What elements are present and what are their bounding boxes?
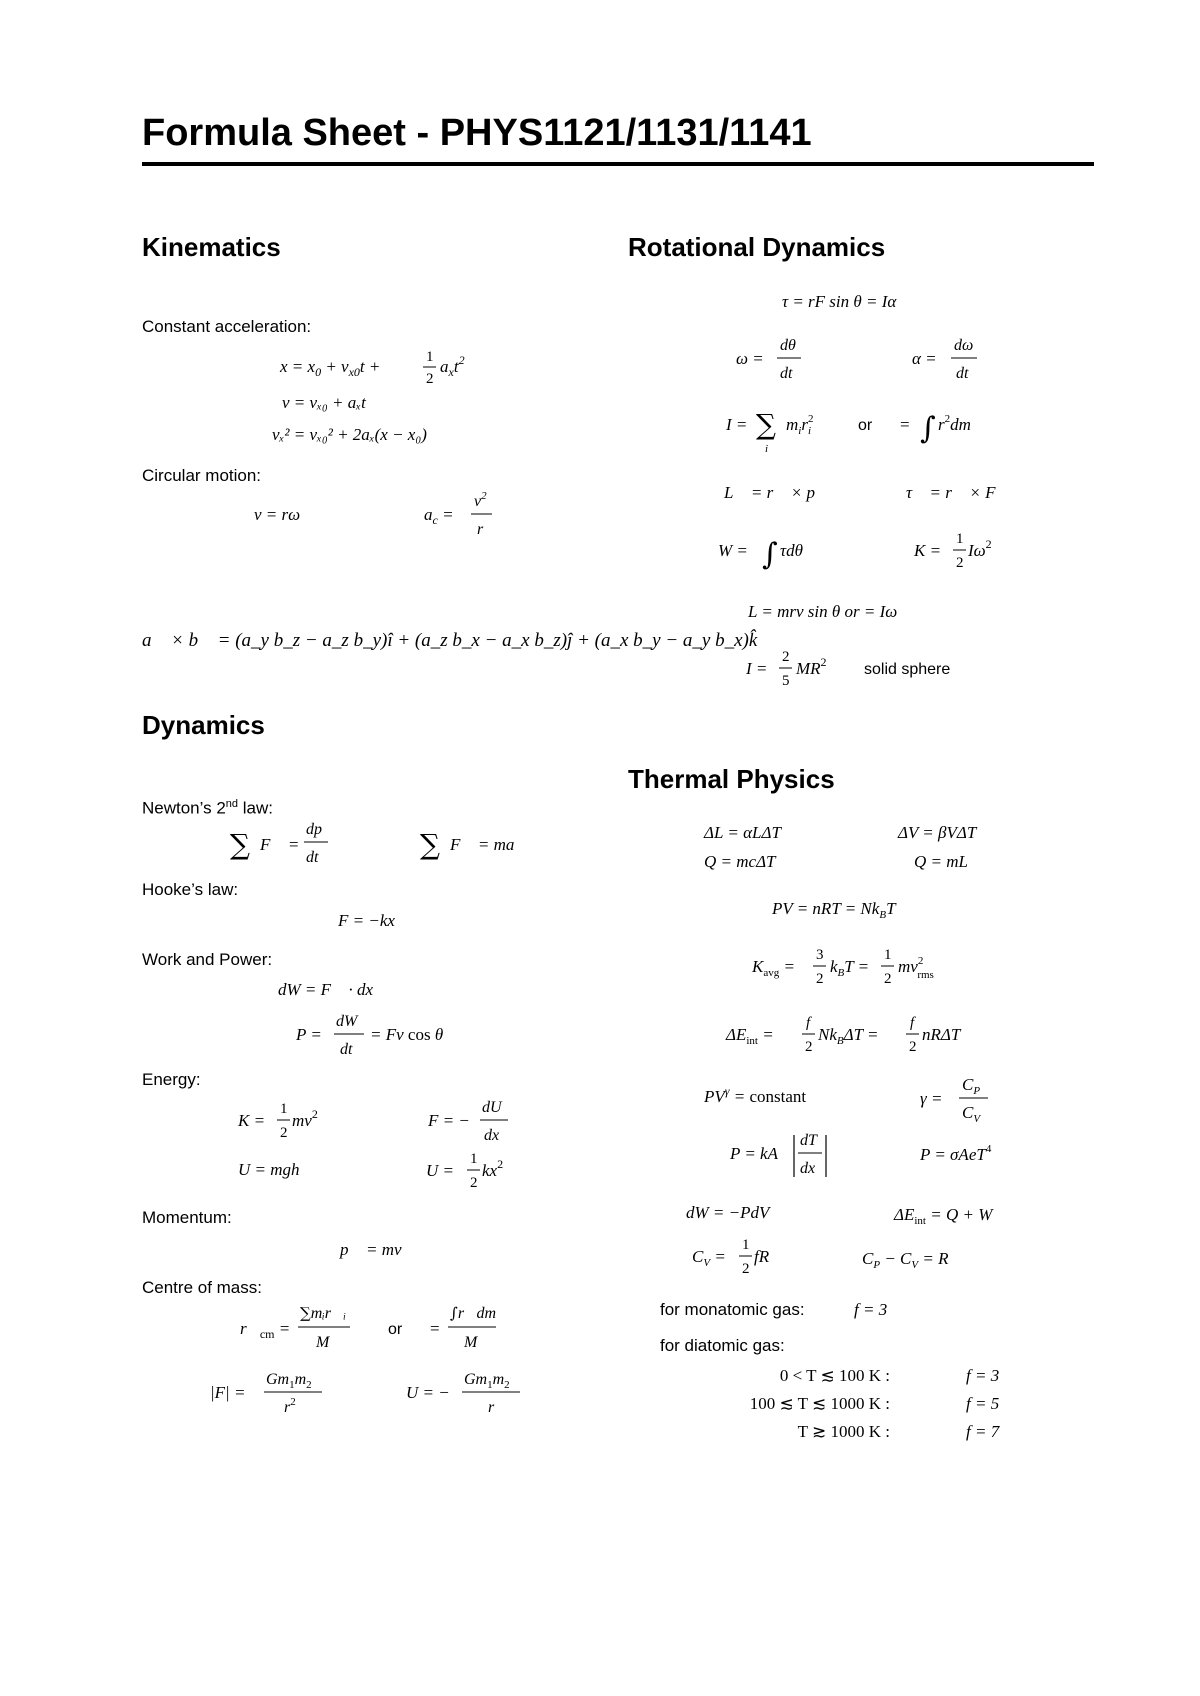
- thermal-eq-radiation: [918, 1140, 1038, 1177]
- svg-text:∫: ∫: [762, 537, 778, 572]
- thermal-eq-heat-capacity: Q = mcΔT: [704, 852, 776, 871]
- page-title: Formula Sheet - PHYS1121/1131/1141: [142, 112, 812, 154]
- svg-text:NkBΔT =: $Nk_B\Delta T$ =: [818, 1025, 879, 1047]
- thermal-eq-gamma: [918, 1070, 1018, 1131]
- label-constant-acceleration: Constant acceleration:: [142, 317, 312, 336]
- svg-text:ω =: ω =: [736, 349, 764, 368]
- dynamics-eq-gravity-potential: [404, 1364, 554, 1425]
- kinematics-eq-centripetal: [422, 486, 512, 545]
- svg-text:axt2: $a_xt^2$: [440, 353, 465, 379]
- svg-text:P = σAeT4: P = σAeT$^4$: [920, 1143, 992, 1164]
- svg-text:CV =: $C_V$ =: [692, 1247, 726, 1269]
- svg-text:dU: dU: [482, 1099, 502, 1116]
- svg-text:fR: fR: [754, 1247, 770, 1266]
- thermal-eq-first-law: [892, 1200, 1052, 1237]
- svg-text:= Fv cos θ: = Fv cos θ: [370, 1025, 444, 1044]
- diatomic-range-high: T ≳ 1000 K :: [797, 1422, 890, 1441]
- cross-product-eq: a⃗ × b⃗ = (a_y b_z − a_z b_y)î + (a_z b_x − a_x b_z)ĵ + (a_x b_y − a_y b_x)k̂: [142, 630, 758, 651]
- svg-text:2: 2: [816, 971, 824, 987]
- dynamics-eq-power: [294, 1006, 474, 1067]
- svg-text:Gm1m2: $Gm_1m_2$: [266, 1371, 312, 1391]
- svg-text:dt: dt: [956, 365, 969, 382]
- kinematics-heading: Kinematics: [142, 232, 281, 262]
- kinematics-eq-velocity: v = vₓ₀ + aₓt: [282, 393, 366, 412]
- svg-text:mv2rms: $mv^2$ rms: [898, 955, 934, 981]
- svg-text:dt: dt: [780, 365, 793, 382]
- svg-text:MR2: $MR^2$: [796, 655, 827, 678]
- svg-text:Iω2: $I\omega^2$: [968, 537, 992, 560]
- dynamics-eq-gravitational-pe: U = mgh: [238, 1160, 300, 1179]
- dynamics-eq-spring-pe: [424, 1142, 534, 1203]
- svg-text:∑: ∑: [756, 408, 776, 441]
- kinematics-eq-circular-v: v = rω: [254, 505, 301, 524]
- thermal-eq-internal-energy: [724, 1006, 1024, 1067]
- svg-text:P = kA: P = kA: [730, 1144, 778, 1163]
- svg-text:i: i: [765, 443, 769, 455]
- dynamics-eq-newton-dp: [230, 816, 350, 877]
- svg-text:|F| =: |F| =: [210, 1383, 246, 1402]
- svg-text:Gm1m2: $Gm_1m_2$: [464, 1371, 510, 1391]
- svg-text:1: 1: [280, 1101, 288, 1117]
- label-energy: Energy:: [142, 1070, 201, 1089]
- rotational-eq-angular-momentum: L = mrv sin θ or = Iω: [748, 602, 898, 621]
- thermal-eq-avg-kinetic: [750, 938, 990, 999]
- diatomic-range-mid: 100 ≲ T ≲ 1000 K :: [749, 1394, 890, 1413]
- rotational-eq-solid-sphere: [744, 640, 1004, 701]
- svg-text:dT: dT: [800, 1132, 817, 1149]
- svg-text:2: 2: [956, 555, 964, 571]
- svg-text:1: 1: [470, 1151, 478, 1167]
- thermal-eq-latent-heat: Q = mL: [914, 852, 968, 871]
- thermal-eq-adiabatic: [702, 1082, 862, 1119]
- dynamics-eq-newton-ma: [420, 816, 540, 877]
- thermal-eq-conduction: [728, 1125, 858, 1190]
- dynamics-eq-momentum: p⃗ = mv⃗: [340, 1240, 415, 1259]
- svg-text:CV: $C_V$: [962, 1103, 981, 1125]
- svg-text:ac =: $a_c$ =: [424, 505, 454, 527]
- svg-text:f: f: [806, 1015, 811, 1031]
- svg-text:x = x0 + vx0t +: $x = x_0 + v_{x0}t$ +: [280, 357, 381, 379]
- rotational-eq-torque-vector: τ⃗ = r⃗ × F⃗: [906, 483, 1009, 502]
- svg-text:dθ: dθ: [780, 337, 796, 354]
- svg-text:τdθ: τdθ: [780, 541, 803, 560]
- svg-text:=: =: [900, 415, 910, 434]
- svg-text:dx: dx: [484, 1127, 500, 1144]
- kinematics-eq-velocity-squared: vₓ² = vₓ₀² + 2aₓ(x − x₀): [272, 425, 427, 444]
- thermal-eq-cv: [690, 1228, 810, 1289]
- svg-text:2: 2: [805, 1039, 813, 1055]
- thermal-heading: Thermal Physics: [628, 764, 835, 794]
- svg-text:K =: K =: [914, 541, 942, 560]
- svg-text:∑mᵢr⃗ᵢ: ∑mᵢr⃗ᵢ: [300, 1304, 347, 1322]
- label-work-power: Work and Power:: [142, 950, 273, 969]
- svg-text:F⃗ = ma⃗: F⃗ = ma⃗: [450, 835, 528, 854]
- rotational-eq-alpha: [910, 330, 1010, 391]
- rotational-eq-work: [716, 524, 836, 585]
- svg-text:U =: U =: [426, 1161, 454, 1180]
- label-monatomic-gas: for monatomic gas:: [660, 1300, 805, 1319]
- svg-text:2: 2: [909, 1039, 917, 1055]
- svg-text:1: 1: [742, 1237, 750, 1253]
- rotational-eq-moment-inertia: [724, 400, 1004, 465]
- svg-text:r⃗cm =: $r⃗_{cm}$ =: [240, 1319, 291, 1341]
- svg-text:ΔEint =: $\Delta E_{int}$ =: [726, 1025, 774, 1047]
- label-momentum: Momentum:: [142, 1208, 232, 1227]
- dynamics-eq-work: dW = F⃗ · dx⃗: [278, 980, 387, 999]
- svg-text:PV = nRT = NkBT: PV = nRT = $Nk_BT$: [772, 899, 896, 921]
- svg-text:CP − CV = R: $C_P - C_V = R$: [862, 1249, 949, 1271]
- svg-text:∑: ∑: [230, 828, 250, 861]
- svg-text:kx2: $kx^2$: [482, 1157, 504, 1180]
- svg-text:CP: $C_P$: [962, 1075, 981, 1097]
- svg-text:r2dm: $r^2dm$: [938, 413, 971, 434]
- svg-text:P =: P =: [296, 1025, 322, 1044]
- rotational-heading: Rotational Dynamics: [628, 232, 886, 262]
- svg-text:γ =: γ =: [920, 1089, 943, 1108]
- svg-text:1: 1: [956, 531, 964, 547]
- svg-text:Kavg =: $K_{avg}$ =: [752, 957, 795, 979]
- svg-text:solid sphere: solid sphere: [864, 661, 951, 678]
- svg-text:or: or: [388, 1321, 403, 1338]
- svg-text:1: 1: [426, 349, 434, 365]
- thermal-eq-volume-expansion: ΔV = βVΔT: [898, 823, 977, 842]
- diatomic-f-high: f = 7: [966, 1422, 1000, 1441]
- svg-text:dt: dt: [340, 1041, 353, 1058]
- thermal-eq-ideal-gas: [770, 890, 980, 931]
- svg-text:2: 2: [280, 1125, 288, 1141]
- svg-text:=: =: [430, 1319, 440, 1338]
- label-circular-motion: Circular motion:: [142, 466, 262, 485]
- dynamics-eq-hooke: F = −kx: [338, 911, 395, 930]
- thermal-monatomic-f: f = 3: [854, 1300, 888, 1319]
- svg-text:F = −: F = −: [428, 1111, 470, 1130]
- svg-text:PVγ = constant: $PV^\gamma$ = constant: [704, 1084, 807, 1106]
- svg-text:mv2: $mv^2$: [292, 1107, 318, 1130]
- thermal-eq-mayer: [860, 1244, 1010, 1281]
- svg-text:3: 3: [816, 947, 824, 963]
- dynamics-heading: Dynamics: [142, 710, 265, 740]
- label-newton-second-law: Newton’s 2nd law:: [142, 798, 274, 818]
- rotational-eq-torque: τ = rF sin θ = Iα: [782, 292, 897, 311]
- svg-text:miri2: $m_ir_i2$: [786, 413, 814, 437]
- svg-text:∫: ∫: [920, 411, 936, 446]
- svg-text:2: 2: [782, 649, 790, 665]
- thermal-eq-work: dW = −PdV: [686, 1203, 770, 1222]
- svg-text:F⃗ =: F⃗ =: [260, 835, 300, 854]
- diatomic-range-low: 0 < T ≲ 100 K :: [779, 1366, 890, 1385]
- svg-text:U = −: U = −: [406, 1383, 450, 1402]
- thermal-eq-linear-expansion: ΔL = αLΔT: [704, 823, 781, 842]
- svg-text:nRΔT: nRΔT: [922, 1025, 961, 1044]
- svg-text:1: 1: [884, 947, 892, 963]
- svg-text:2: 2: [742, 1261, 750, 1277]
- svg-text:r: r: [488, 1399, 495, 1416]
- svg-text:dp⃗: dp⃗: [306, 821, 335, 838]
- svg-text:M: M: [316, 1334, 330, 1351]
- svg-text:∫r⃗dm: ∫r⃗dm: [450, 1304, 497, 1322]
- rotational-eq-omega: [734, 330, 834, 391]
- svg-text:r: r: [477, 521, 484, 538]
- svg-text:M: M: [464, 1334, 478, 1351]
- svg-text:f: f: [910, 1015, 915, 1031]
- dynamics-eq-kinetic: [236, 1092, 346, 1153]
- svg-text:I =: I =: [726, 415, 748, 434]
- svg-text:2: 2: [470, 1175, 478, 1191]
- svg-text:α =: α =: [912, 349, 937, 368]
- svg-text:r2: $r^2$: [284, 1396, 296, 1416]
- svg-text:dt: dt: [306, 849, 319, 866]
- kinematics-eq-position: [276, 339, 506, 396]
- svg-text:2: 2: [426, 371, 434, 387]
- svg-text:ΔEint = Q + W: $\Delta E_{int} = Q + W$: [894, 1205, 993, 1227]
- label-hookes-law: Hooke’s law:: [142, 880, 239, 899]
- dynamics-eq-centre-of-mass: [238, 1298, 528, 1361]
- svg-text:∑: ∑: [420, 828, 440, 861]
- label-centre-of-mass: Centre of mass:: [142, 1278, 262, 1297]
- svg-text:dω: dω: [954, 337, 974, 354]
- svg-text:dW: dW: [336, 1013, 358, 1030]
- svg-text:W =: W =: [718, 541, 748, 560]
- svg-text:K =: K =: [238, 1111, 266, 1130]
- svg-text:5: 5: [782, 673, 790, 689]
- svg-text:I =: I =: [746, 659, 768, 678]
- title-rule: [142, 162, 1094, 166]
- svg-text:dx: dx: [800, 1160, 816, 1177]
- svg-text:2: 2: [884, 971, 892, 987]
- rotational-eq-angular-momentum-vector: L⃗ = r⃗ × p⃗: [724, 483, 829, 502]
- svg-text:v2: $v^2$: [474, 490, 487, 510]
- label-diatomic-gas: for diatomic gas:: [660, 1336, 785, 1355]
- dynamics-eq-gravity-force: [208, 1364, 358, 1425]
- rotational-eq-kinetic: [912, 524, 1022, 585]
- diatomic-f-low: f = 3: [966, 1366, 1000, 1385]
- diatomic-f-mid: f = 5: [966, 1394, 1000, 1413]
- svg-text:or: or: [858, 417, 873, 434]
- svg-text:kBT =: $k_BT$ =: [830, 957, 870, 979]
